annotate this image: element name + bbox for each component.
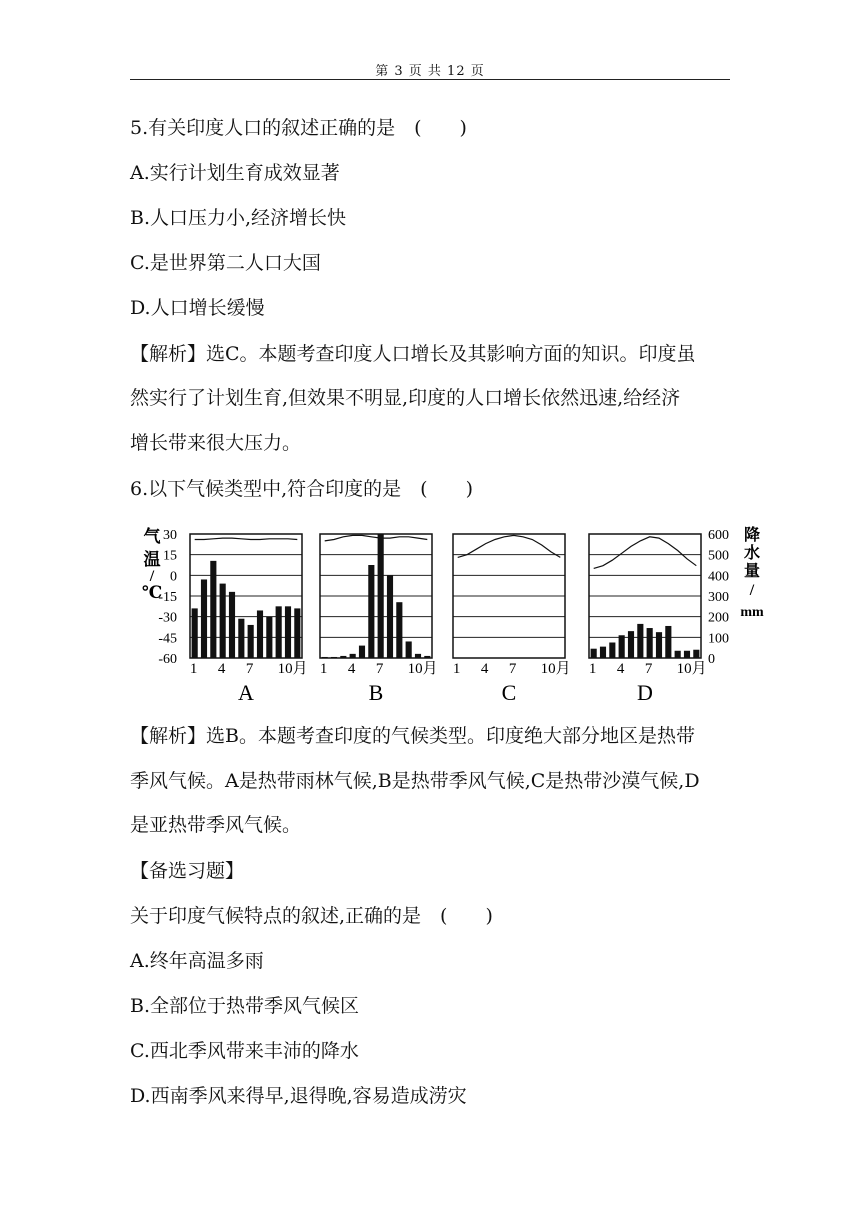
precip-tick-label: 100	[708, 631, 729, 647]
precip-axis-label-char: mm	[740, 605, 764, 620]
month-tick-label: 10月	[676, 661, 707, 677]
temp-tick-label: -60	[158, 652, 177, 667]
precip-tick-label: 200	[708, 610, 729, 626]
precip-bar	[609, 643, 615, 659]
q5-analysis-line-2: 然实行了计划生育,但效果不明显,印度的人口增长依然迅速,给经济	[130, 387, 681, 409]
precip-bar	[675, 651, 681, 658]
precip-axis-label-char: 降	[743, 527, 761, 544]
month-tick-label: 7	[245, 661, 254, 677]
precip-tick-label: 0	[708, 652, 715, 667]
extra-option-d: D.西南季风来得早,退得晚,容易造成涝灾	[130, 1085, 467, 1107]
temp-tick-label: -30	[158, 610, 177, 626]
month-tick-label: 1	[452, 661, 461, 677]
panel-label: C	[501, 680, 517, 705]
q5-analysis-line-1: 【解析】选C。本题考查印度人口增长及其影响方面的知识。印度虽	[130, 343, 696, 365]
temperature-line	[458, 535, 561, 557]
precip-bar	[285, 606, 291, 658]
header-rule	[130, 79, 730, 80]
month-tick-label: 10月	[540, 661, 571, 677]
panel-label: D	[637, 680, 653, 705]
temp-tick-label: -45	[158, 631, 177, 647]
precip-axis-label-char: 水	[743, 545, 761, 562]
precip-tick-label: 600	[708, 528, 729, 543]
month-tick-label: 1	[319, 661, 328, 677]
month-tick-label: 4	[616, 661, 625, 677]
precip-bar	[693, 650, 699, 658]
precip-bar	[201, 579, 207, 658]
temp-tick-label: 30	[163, 528, 177, 543]
precip-bar	[238, 619, 244, 658]
precip-bar	[415, 654, 421, 658]
q6-stem: 6.以下气候类型中,符合印度的是 ( )	[130, 478, 473, 500]
precip-bar	[210, 561, 216, 658]
precip-bar	[387, 575, 393, 658]
precip-bar	[248, 625, 254, 658]
temp-axis-label-char: 气	[143, 527, 161, 546]
precip-bar	[684, 651, 690, 658]
q5-option-d: D.人口增长缓慢	[130, 297, 265, 319]
precip-bar	[229, 592, 235, 658]
precip-tick-label: 400	[708, 569, 729, 585]
temperature-line	[195, 538, 298, 539]
q6-analysis-line-2: 季风气候。A是热带雨林气候,B是热带季风气候,C是热带沙漠气候,D	[130, 770, 700, 792]
precip-bar	[192, 608, 198, 658]
temperature-line	[325, 535, 428, 541]
precip-axis-label-char: /	[749, 582, 755, 599]
q6-analysis-line-3: 是亚热带季风气候。	[130, 814, 302, 836]
precip-bar	[647, 628, 653, 658]
temp-axis-label-char: ℃	[141, 583, 163, 602]
precip-bar	[628, 631, 634, 658]
precip-bar	[331, 657, 337, 658]
q5-option-a: A.实行计划生育成效显著	[130, 162, 340, 184]
precip-tick-label: 300	[708, 590, 729, 605]
panel-label: B	[368, 680, 384, 705]
month-tick-label: 4	[217, 661, 226, 677]
precip-bar	[619, 635, 625, 658]
precip-bar	[406, 641, 412, 658]
precip-bar	[600, 647, 606, 658]
precip-bar	[359, 646, 365, 658]
precip-bar	[396, 602, 402, 658]
climate-charts-svg	[130, 522, 770, 712]
q5-analysis-line-3: 增长带来很大压力。	[130, 432, 302, 454]
precip-bar	[637, 624, 643, 658]
month-tick-label: 10月	[407, 661, 438, 677]
month-tick-label: 1	[189, 661, 198, 677]
q5-option-b: B.人口压力小,经济增长快	[130, 207, 347, 229]
month-tick-label: 10月	[277, 661, 308, 677]
precip-bar	[266, 617, 272, 658]
q6-analysis-line-1: 【解析】选B。本题考查印度的气候类型。印度绝大部分地区是热带	[130, 725, 695, 747]
temp-axis-label-char: 温	[143, 550, 161, 569]
panel-label: A	[238, 680, 254, 705]
extra-option-c: C.西北季风带来丰沛的降水	[130, 1040, 359, 1062]
climate-charts	[130, 522, 770, 712]
month-tick-label: 7	[508, 661, 517, 677]
extra-stem: 关于印度气候特点的叙述,正确的是 ( )	[130, 905, 493, 927]
precip-bar	[276, 606, 282, 658]
q5-option-c: C.是世界第二人口大国	[130, 252, 321, 274]
temp-tick-label: 0	[170, 569, 177, 585]
page-header: 第 3 页 共 12 页	[375, 64, 485, 79]
precip-bar	[656, 632, 662, 658]
precip-axis-label-char: 量	[743, 563, 761, 580]
temp-axis-label-char: /	[149, 568, 155, 585]
precip-bar	[368, 565, 374, 658]
temperature-line	[594, 537, 697, 569]
temp-tick-label: 15	[163, 548, 177, 564]
precip-bar	[378, 534, 384, 658]
month-tick-label: 4	[347, 661, 356, 677]
temp-tick-label: -15	[158, 590, 177, 605]
month-tick-label: 7	[644, 661, 653, 677]
precip-bar	[257, 610, 263, 658]
extra-heading: 【备选习题】	[130, 860, 245, 882]
precip-bar	[294, 608, 300, 658]
precip-bar	[424, 656, 430, 658]
precip-bar	[340, 656, 346, 658]
precip-tick-label: 500	[708, 548, 729, 564]
precip-bar	[220, 584, 226, 658]
precip-bar	[350, 654, 356, 658]
q5-stem: 5.有关印度人口的叙述正确的是 ( )	[130, 117, 467, 139]
month-tick-label: 7	[375, 661, 384, 677]
precip-bar	[591, 649, 597, 658]
extra-option-b: B.全部位于热带季风气候区	[130, 995, 360, 1017]
month-tick-label: 1	[588, 661, 597, 677]
month-tick-label: 4	[480, 661, 489, 677]
precip-bar	[665, 626, 671, 658]
precip-bar	[322, 657, 328, 658]
extra-option-a: A.终年高温多雨	[130, 950, 264, 972]
